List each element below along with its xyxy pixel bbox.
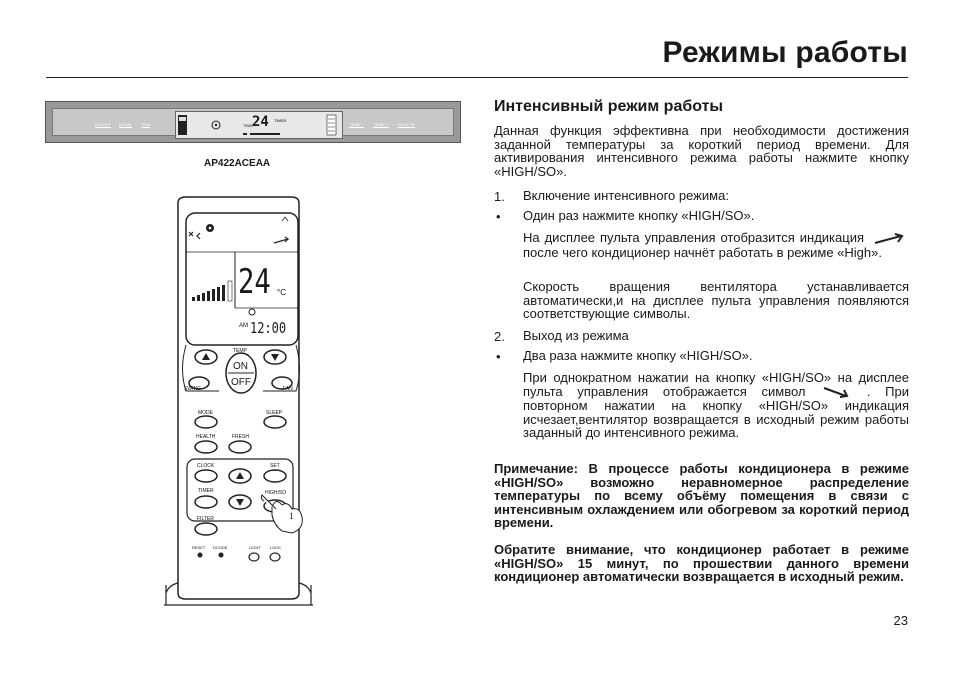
- step1-number: 1.: [494, 189, 505, 204]
- step2-title: Выход из режима: [523, 328, 629, 343]
- remote-dcode-label: DCODE: [213, 545, 228, 550]
- high-off-indicator-icon: [822, 385, 850, 399]
- remote-lock-label: LOCK: [270, 545, 281, 550]
- remote-timer-label: TIMER: [198, 488, 214, 494]
- indoor-unit-panel: [45, 101, 461, 143]
- remote-set-label: SET: [270, 463, 280, 469]
- step1-bullet-dot: •: [496, 209, 501, 224]
- step2-p1-part-a: При однократном нажатии на кнопку «HIGH/SO» на дисплее пульта управления отображается символ: [523, 370, 909, 399]
- indoor-temp-label: TEMP: [243, 123, 255, 128]
- remote-clock-display: 12:00: [250, 319, 287, 337]
- section-heading: Интенсивный режим работы: [494, 98, 724, 115]
- step2-p1-part-b: . При повторном нажатии на кнопку «HIGH/SO» индикация исчезает,вентилятор возвращается в исходный режим работы заданный до интенсивного режима.: [523, 383, 909, 441]
- title-rule: [46, 77, 908, 78]
- remote-body: [164, 195, 313, 607]
- remote-health-label: HEALTH: [196, 434, 216, 440]
- intro-paragraph: Данная функция эффективна при необходимости достижения заданной температуры за короткий период времени. Для активирования интенсивного режима работы нажмите кнопку «HIGH/SO».: [494, 123, 909, 179]
- remote-control: [164, 195, 313, 607]
- indoor-temp-value: 24: [252, 114, 269, 130]
- remote-high-so-label: HIGH/SO: [265, 490, 287, 496]
- remote-fresh-label: FRESH: [232, 434, 249, 440]
- panel-health-label: HEALTH: [398, 122, 415, 127]
- panel-mode-label: MODE: [119, 122, 132, 127]
- step1-p1-part-a: На дисплее пульта управления отобразится индикация: [523, 230, 865, 245]
- step1-p1-part-b: после чего кондиционер начнёт работать в режиме «High».: [523, 244, 882, 260]
- step2-bullet-dot: •: [496, 349, 501, 364]
- remote-mode-label: MODE: [198, 410, 213, 416]
- attention-paragraph: Обратите внимание, что кондиционер работает в режиме «HIGH/SO» 15 минут, по прошествии данного времени кондиционер автоматически возвращается в исходный режим.: [494, 542, 909, 585]
- remote-sleep-label: SLEEP: [266, 410, 283, 416]
- high-indicator-icon: [873, 232, 905, 246]
- remote-am-label: AM: [239, 323, 248, 329]
- note-paragraph: Примечание: В процессе работы кондиционера в режиме «HIGH/SO» возможно неравномерное распределение температуры по всему объёму помещения в связи с интенсивным охлаждением или обогревом за короткий период времени.: [494, 461, 909, 531]
- remote-temp-label: TEMP: [233, 348, 247, 354]
- remote-temp-unit: °C: [277, 288, 286, 297]
- dcode-hole-icon: [219, 553, 224, 558]
- step1-paragraph1: [523, 231, 909, 259]
- step2-number: 2.: [494, 329, 505, 344]
- remote-light-label: LIGHT: [249, 545, 261, 550]
- page-number: 23: [893, 613, 908, 628]
- step2-paragraph: [523, 371, 909, 440]
- step2-bullet: Два раза нажмите кнопку «HIGH/SO».: [523, 348, 753, 363]
- remote-filter-label: FILTER: [197, 516, 214, 522]
- step1-paragraph2: Скорость вращения вентилятора устанавливается автоматически,и на дисплее пульта управления появляются соответствующие символы.: [523, 279, 909, 322]
- panel-temp-minus-label: TEMP -: [349, 122, 364, 127]
- model-number: AP422ACEAA: [204, 158, 271, 169]
- indoor-display: [175, 111, 343, 139]
- reset-hole-icon: [198, 553, 203, 558]
- step1-bullet: Один раз нажмите кнопку «HIGH/SO».: [523, 208, 755, 223]
- press-count-label: 1: [289, 511, 294, 521]
- panel-temp-plus-label: TEMP +: [373, 122, 389, 127]
- step1-title: Включение интенсивного режима:: [523, 188, 729, 203]
- remote-off-label[interactable]: OFF: [231, 377, 251, 388]
- remote-clock-label: CLOCK: [197, 463, 215, 469]
- remote-fan-label: FAN: [283, 386, 293, 392]
- page-title: Режимы работы: [662, 36, 908, 69]
- indoor-panel-face: [52, 108, 454, 136]
- display-bar-right-icon: [327, 115, 336, 135]
- remote-temp-display: 24: [238, 262, 271, 302]
- remote-on-label[interactable]: ON: [233, 361, 248, 372]
- panel-onoff-label: ON/OFF: [95, 122, 112, 127]
- panel-fan-label: FAN: [142, 122, 151, 127]
- remote-swing-label: SWING: [184, 386, 201, 392]
- remote-reset-label: RESET: [192, 545, 206, 550]
- indoor-timer-label: TIMER: [274, 118, 287, 123]
